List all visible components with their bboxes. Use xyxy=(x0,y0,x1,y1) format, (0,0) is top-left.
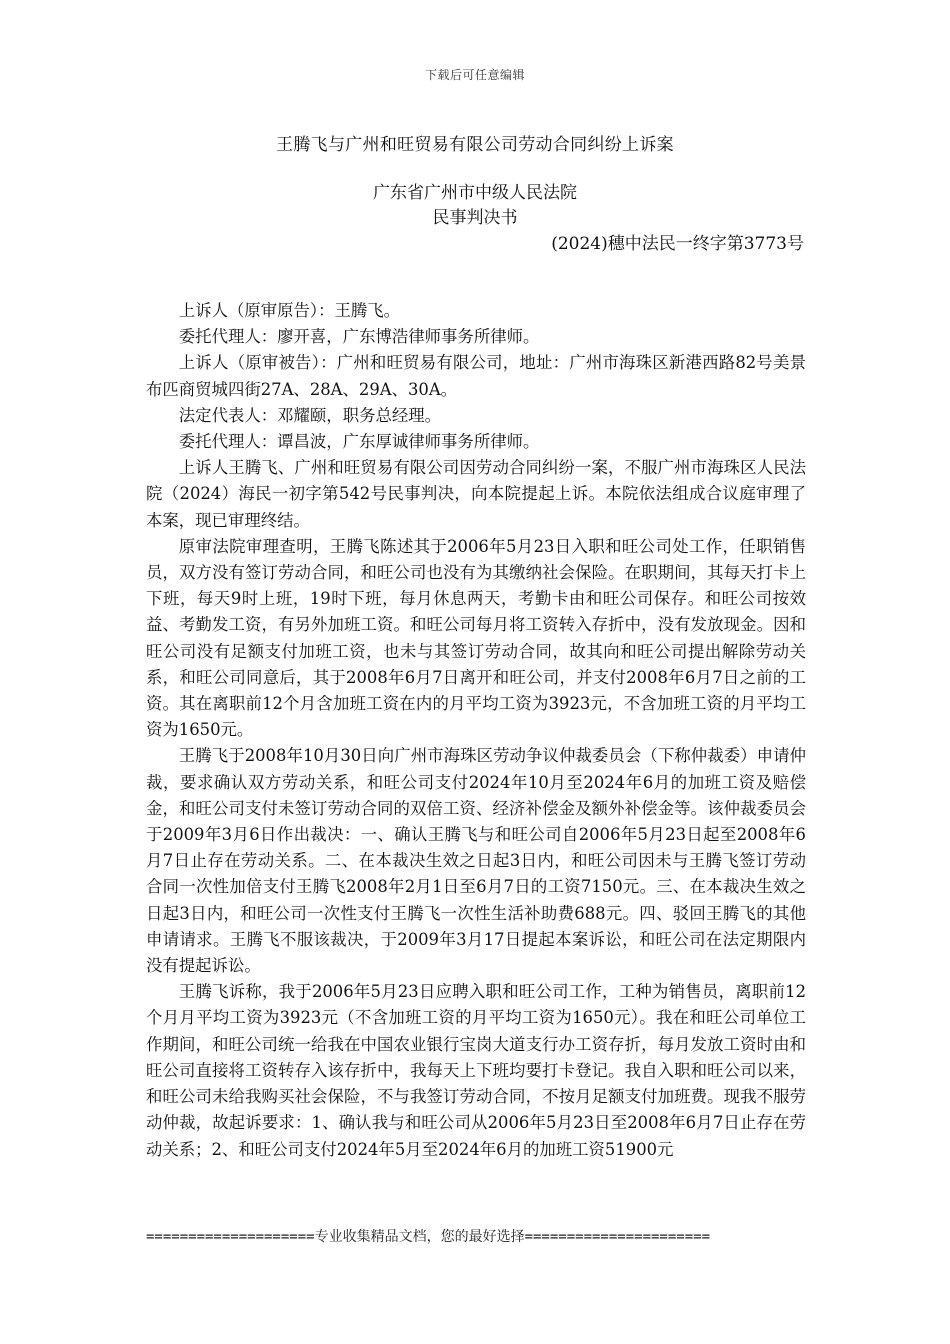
court-name: 广东省广州市中级人民法院 xyxy=(373,183,577,203)
paragraph-claims: 王腾飞诉称，我于2006年5月23日应聘入职和旺公司工作，工种为销售员，离职前12个月月平均工资为3923元（不含加班工资的月平均工资为1650元）。我在和旺公司单位工作期间，和旺公司统一给我在中国农业银行宝岗大道支行办工资存折，每月发放工资时由和旺公司直接将工资转存入该存折中，我每天上下班均要打卡登记。我自入职和旺公司以来，和旺公司未给我购买社会保险，不与我签订劳动合同，不按月足额支付加班费。现我不服劳动仲裁，故起诉要求：1、确认我与和旺公司从2006年5月23日至2008年6月7日止存在劳动关系；2、和旺公司支付2024年5月至2024年6月的加班工资51900元 xyxy=(146,982,806,1159)
document-type: 民事判决书 xyxy=(432,208,518,228)
footer-note: ====================专业收集精品文档，您的最好选择====================== xyxy=(146,1229,711,1245)
case-title: 王腾飞与广州和旺贸易有限公司劳动合同纠纷上诉案 xyxy=(276,135,674,155)
case-number: (2024)穗中法民一终字第3773号 xyxy=(551,234,804,254)
paragraph-legal-representative: 法定代表人：邓耀颐，职务总经理。 xyxy=(178,405,442,425)
paragraph-appellant-company: 上诉人（原审被告）：广州和旺贸易有限公司，地址：广州市海珠区新港西路82号美景布匹商贸城四街27A、28A、29A、30A。 xyxy=(146,353,806,399)
paragraph-agent-1: 委托代理人：廖开喜，广东博浩律师事务所律师。 xyxy=(178,327,540,347)
paragraph-appellant: 上诉人（原审原告）：王腾飞。 xyxy=(178,301,401,320)
judgment-body xyxy=(146,298,806,1163)
paragraph-agent-2: 委托代理人：谭昌波，广东厚诚律师事务所律师。 xyxy=(178,432,540,452)
paragraph-case-intro: 上诉人王腾飞、广州和旺贸易有限公司因劳动合同纠纷一案，不服广州市海珠区人民法院（2024）海民一初字第542号民事判决，向本院提起上诉。本院依法组成合议庭审理了本案，现已审理终结。 xyxy=(146,458,806,530)
paragraph-arbitration: 王腾飞于2008年10月30日向广州市海珠区劳动争议仲裁委员会（下称仲裁委）申请仲裁，要求确认双方劳动关系，和旺公司支付2024年10月至2024年6月的加班工资及赔偿金，和旺公司支付未签订劳动合同的双倍工资、经济补偿金及额外补偿金等。该仲裁委员会于2009年3月6日作出裁决：一、确认王腾飞与和旺公司自2006年5月23日起至2008年6月7日止存在劳动关系。二、在本裁决生效之日起3日内，和旺公司因未与王腾飞签订劳动合同一次性加倍支付王腾飞2008年2月1日至6月7日的工资7150元。三、在本裁决生效之日起3日内，和旺公司一次性支付王腾飞一次性生活补助费688元。四、驳回王腾飞的其他申请请求。王腾飞不服该裁决，于2009年3月17日提起本案诉讼，和旺公司在法定期限内没有提起诉讼。 xyxy=(146,746,806,976)
header-note: 下载后可任意编辑 xyxy=(424,68,525,82)
paragraph-facts: 原审法院审理查明，王腾飞陈述其于2006年5月23日入职和旺公司处工作，任职销售员，双方没有签订劳动合同，和旺公司也没有为其缴纳社会保险。在职期间，其每天打卡上下班，每天9时上班，19时下班，每月休息两天，考勤卡由和旺公司保存。和旺公司按效益、考勤发工资，有另外加班工资。和旺公司每月将工资转入存折中，没有发放现金。因和旺公司没有足额支付加班工资，也未与其签订劳动合同，故其向和旺公司提出解除劳动关系，和旺公司同意后，其于2008年6月7日离开和旺公司，并支付2008年6月7日之前的工资。其在离职前12个月含加班工资在内的月平均工资为3923元，不含加班工资的月平均工资为1650元。 xyxy=(146,536,806,740)
